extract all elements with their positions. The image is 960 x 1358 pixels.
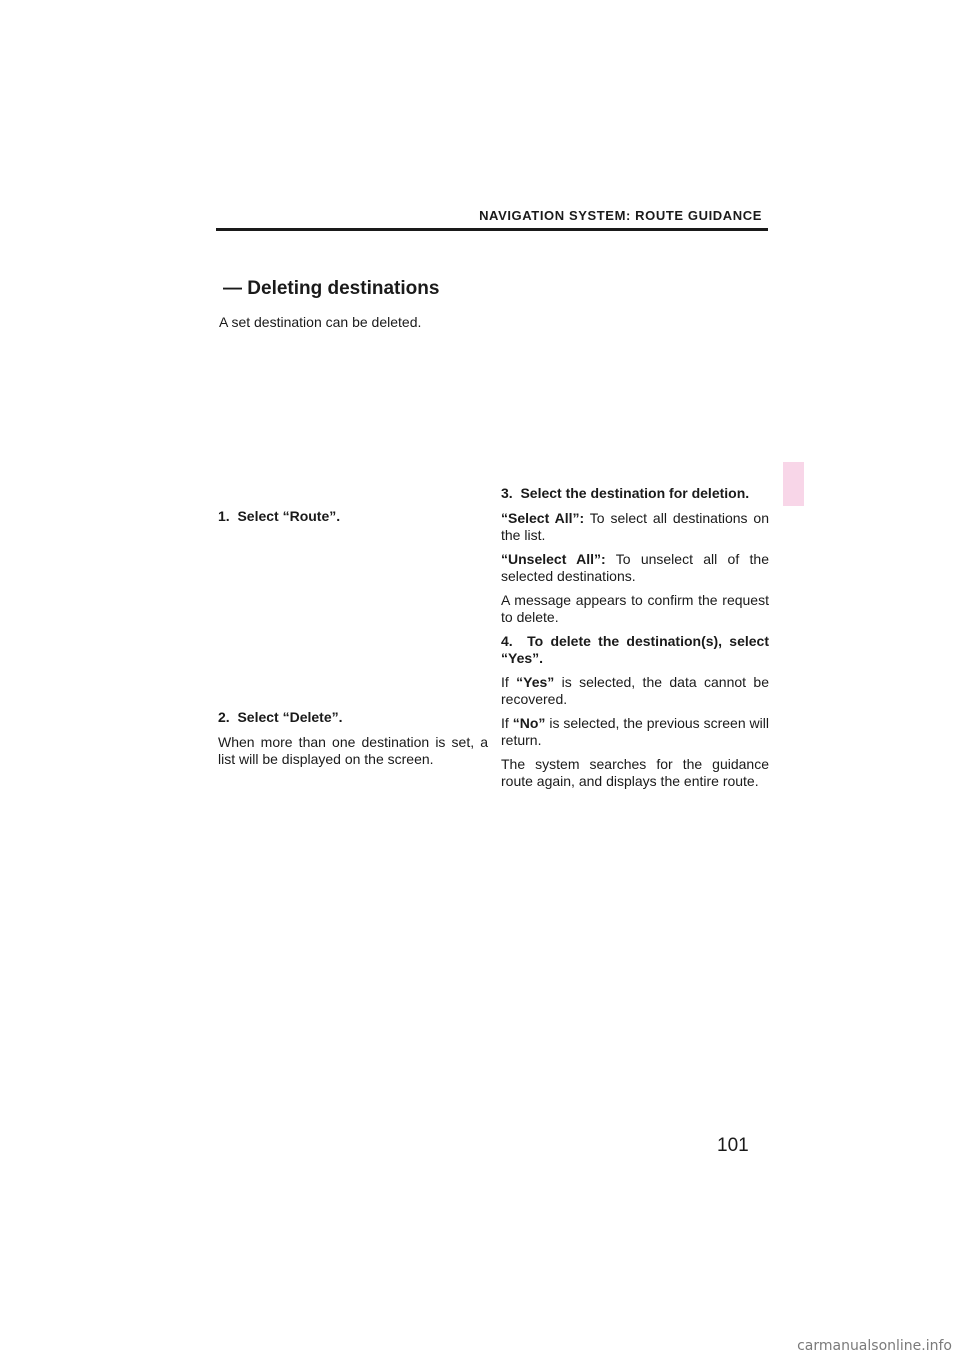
section-title: — Deleting destinations	[223, 278, 440, 299]
yes-label: “Yes”	[516, 674, 555, 690]
step-1-block	[218, 508, 488, 525]
no-desc	[501, 715, 769, 749]
chapter-tab	[783, 462, 804, 506]
select-all-label: “Select All”:	[501, 510, 585, 526]
no-text: is selected, the previous screen will return.	[501, 715, 769, 748]
page-number: 101	[717, 1135, 749, 1156]
running-header: NAVIGATION SYSTEM: ROUTE GUIDANCE	[479, 208, 762, 223]
final-note: The system searches for the guidance route again, and displays the entire route.	[501, 756, 769, 789]
select-all-text: To select all destinations on the list.	[501, 510, 769, 543]
unselect-all-text: To unselect all of the selected destinations.	[501, 551, 769, 584]
yes-prefix: If	[501, 674, 517, 690]
right-column	[501, 485, 769, 797]
section-intro: A set destination can be deleted.	[219, 314, 422, 330]
confirm-message: A message appears to confirm the request to delete.	[501, 592, 769, 625]
unselect-all-desc	[501, 551, 769, 585]
step-1: 1. Select “Route”.	[218, 508, 341, 524]
step-4: 4. To delete the destination(s), select “Yes”.	[501, 633, 769, 666]
header-rule	[216, 228, 768, 231]
yes-text: is selected, the data cannot be recovered.	[501, 674, 769, 707]
no-prefix: If	[501, 715, 513, 731]
no-label: “No”	[512, 715, 546, 731]
unselect-all-label: “Unselect All”:	[501, 551, 606, 567]
watermark-text: carmanualsonline.info	[797, 1338, 952, 1354]
select-all-desc	[501, 510, 769, 544]
step-2-note: When more than one destination is set, a list will be displayed on the screen.	[218, 734, 488, 767]
yes-desc	[501, 674, 769, 708]
step-2-block	[218, 709, 488, 768]
step-2: 2. Select “Delete”.	[218, 709, 343, 725]
step-3: 3. Select the destination for deletion.	[501, 485, 750, 501]
